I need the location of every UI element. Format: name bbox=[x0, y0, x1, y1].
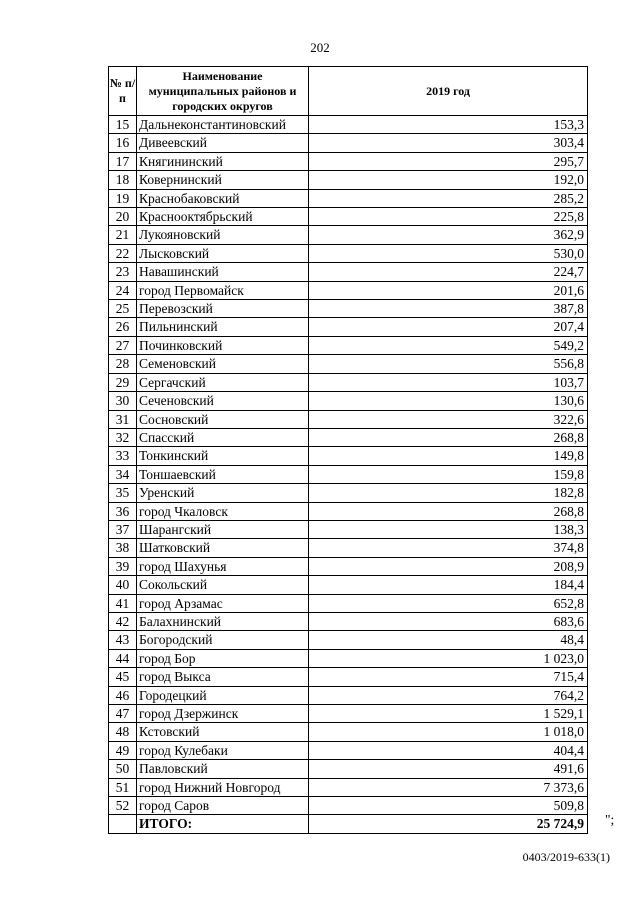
row-number: 28 bbox=[109, 355, 137, 373]
total-value: 25 724,9 bbox=[309, 815, 588, 833]
row-number: 41 bbox=[109, 594, 137, 612]
row-number: 45 bbox=[109, 668, 137, 686]
row-name: город Бор bbox=[137, 649, 309, 667]
table-row bbox=[109, 668, 588, 686]
row-value: 764,2 bbox=[309, 686, 588, 704]
row-number: 29 bbox=[109, 373, 137, 391]
row-number: 23 bbox=[109, 263, 137, 281]
table-row bbox=[109, 594, 588, 612]
table-row bbox=[109, 392, 588, 410]
row-name: Семеновский bbox=[137, 355, 309, 373]
row-number: 52 bbox=[109, 797, 137, 815]
row-name: Сергачский bbox=[137, 373, 309, 391]
row-number: 34 bbox=[109, 465, 137, 483]
total-number bbox=[109, 815, 137, 833]
row-name: город Выкса bbox=[137, 668, 309, 686]
row-name: Княгининский bbox=[137, 152, 309, 170]
row-value: 556,8 bbox=[309, 355, 588, 373]
row-name: город Кулебаки bbox=[137, 741, 309, 759]
row-name: Шатковский bbox=[137, 539, 309, 557]
table-row bbox=[109, 760, 588, 778]
row-number: 46 bbox=[109, 686, 137, 704]
row-number: 26 bbox=[109, 318, 137, 336]
row-value: 491,6 bbox=[309, 760, 588, 778]
row-value: 374,8 bbox=[309, 539, 588, 557]
row-value: 153,3 bbox=[309, 116, 588, 134]
table-row bbox=[109, 171, 588, 189]
row-name: Богородский bbox=[137, 631, 309, 649]
row-number: 43 bbox=[109, 631, 137, 649]
row-value: 683,6 bbox=[309, 612, 588, 630]
row-name: Ковернинский bbox=[137, 171, 309, 189]
header-num: № п/п bbox=[109, 67, 137, 116]
table-row bbox=[109, 502, 588, 520]
table-row bbox=[109, 705, 588, 723]
table-row bbox=[109, 797, 588, 815]
row-value: 182,8 bbox=[309, 484, 588, 502]
row-value: 652,8 bbox=[309, 594, 588, 612]
table-row bbox=[109, 649, 588, 667]
row-value: 48,4 bbox=[309, 631, 588, 649]
table-row bbox=[109, 741, 588, 759]
row-value: 1 529,1 bbox=[309, 705, 588, 723]
row-number: 47 bbox=[109, 705, 137, 723]
row-value: 208,9 bbox=[309, 557, 588, 575]
row-name: Лукояновский bbox=[137, 226, 309, 244]
row-number: 30 bbox=[109, 392, 137, 410]
table-row bbox=[109, 612, 588, 630]
row-number: 15 bbox=[109, 116, 137, 134]
row-value: 295,7 bbox=[309, 152, 588, 170]
row-number: 33 bbox=[109, 447, 137, 465]
row-name: Навашинский bbox=[137, 263, 309, 281]
total-row bbox=[109, 815, 588, 833]
row-value: 387,8 bbox=[309, 300, 588, 318]
row-name: Дивеевский bbox=[137, 134, 309, 152]
row-number: 27 bbox=[109, 336, 137, 354]
row-number: 50 bbox=[109, 760, 137, 778]
table-row bbox=[109, 318, 588, 336]
table-row bbox=[109, 281, 588, 299]
row-name: город Дзержинск bbox=[137, 705, 309, 723]
table-row bbox=[109, 520, 588, 538]
row-value: 549,2 bbox=[309, 336, 588, 354]
row-value: 138,3 bbox=[309, 520, 588, 538]
page-number: 202 bbox=[310, 40, 330, 55]
table-row bbox=[109, 465, 588, 483]
row-name: Краснобаковский bbox=[137, 189, 309, 207]
header-year: 2019 год bbox=[309, 67, 588, 116]
row-value: 7 373,6 bbox=[309, 778, 588, 796]
row-name: Балахнинский bbox=[137, 612, 309, 630]
row-name: город Первомайск bbox=[137, 281, 309, 299]
table-row bbox=[109, 263, 588, 281]
row-name: Спасский bbox=[137, 428, 309, 446]
row-number: 39 bbox=[109, 557, 137, 575]
total-label: ИТОГО: bbox=[137, 815, 309, 833]
row-value: 1 018,0 bbox=[309, 723, 588, 741]
row-number: 24 bbox=[109, 281, 137, 299]
row-value: 530,0 bbox=[309, 244, 588, 262]
table-row bbox=[109, 686, 588, 704]
row-name: Сосновский bbox=[137, 410, 309, 428]
row-number: 22 bbox=[109, 244, 137, 262]
table-row bbox=[109, 336, 588, 354]
row-number: 44 bbox=[109, 649, 137, 667]
row-name: город Шахунья bbox=[137, 557, 309, 575]
row-value: 322,6 bbox=[309, 410, 588, 428]
row-number: 40 bbox=[109, 576, 137, 594]
table-row bbox=[109, 447, 588, 465]
row-number: 31 bbox=[109, 410, 137, 428]
row-value: 285,2 bbox=[309, 189, 588, 207]
row-name: Шарангский bbox=[137, 520, 309, 538]
table-body bbox=[109, 116, 588, 834]
row-number: 42 bbox=[109, 612, 137, 630]
row-name: Сокольский bbox=[137, 576, 309, 594]
row-name: Пильнинский bbox=[137, 318, 309, 336]
row-number: 51 bbox=[109, 778, 137, 796]
row-value: 192,0 bbox=[309, 171, 588, 189]
table-row bbox=[109, 152, 588, 170]
row-value: 130,6 bbox=[309, 392, 588, 410]
row-value: 149,8 bbox=[309, 447, 588, 465]
row-value: 201,6 bbox=[309, 281, 588, 299]
header-name: Наименование муниципальных районов и городских округов bbox=[137, 67, 309, 116]
budget-table bbox=[108, 66, 588, 834]
row-value: 225,8 bbox=[309, 208, 588, 226]
table-row bbox=[109, 484, 588, 502]
row-name: Дальнеконстантиновский bbox=[137, 116, 309, 134]
table-header-row bbox=[109, 67, 588, 116]
row-name: Сеченовский bbox=[137, 392, 309, 410]
row-number: 32 bbox=[109, 428, 137, 446]
table-row bbox=[109, 355, 588, 373]
row-name: Перевозский bbox=[137, 300, 309, 318]
row-number: 25 bbox=[109, 300, 137, 318]
row-number: 20 bbox=[109, 208, 137, 226]
table-row bbox=[109, 189, 588, 207]
table-row bbox=[109, 778, 588, 796]
row-number: 21 bbox=[109, 226, 137, 244]
table-row bbox=[109, 539, 588, 557]
row-name: Павловский bbox=[137, 760, 309, 778]
row-name: Городецкий bbox=[137, 686, 309, 704]
row-value: 404,4 bbox=[309, 741, 588, 759]
row-value: 268,8 bbox=[309, 502, 588, 520]
table-row bbox=[109, 208, 588, 226]
row-value: 362,9 bbox=[309, 226, 588, 244]
table-row bbox=[109, 134, 588, 152]
row-value: 224,7 bbox=[309, 263, 588, 281]
row-name: Тонкинский bbox=[137, 447, 309, 465]
row-value: 159,8 bbox=[309, 465, 588, 483]
row-number: 17 bbox=[109, 152, 137, 170]
document-code: 0403/2019-633(1) bbox=[522, 850, 610, 864]
row-name: Уренский bbox=[137, 484, 309, 502]
row-name: город Саров bbox=[137, 797, 309, 815]
closing-mark: "; bbox=[605, 812, 615, 827]
table-row bbox=[109, 410, 588, 428]
row-value: 268,8 bbox=[309, 428, 588, 446]
table-row bbox=[109, 226, 588, 244]
row-number: 49 bbox=[109, 741, 137, 759]
row-value: 207,4 bbox=[309, 318, 588, 336]
row-value: 184,4 bbox=[309, 576, 588, 594]
table-row bbox=[109, 576, 588, 594]
table-row bbox=[109, 631, 588, 649]
row-value: 303,4 bbox=[309, 134, 588, 152]
row-number: 37 bbox=[109, 520, 137, 538]
row-value: 715,4 bbox=[309, 668, 588, 686]
row-name: Кстовский bbox=[137, 723, 309, 741]
row-value: 103,7 bbox=[309, 373, 588, 391]
table-row bbox=[109, 116, 588, 134]
table-row bbox=[109, 428, 588, 446]
row-number: 36 bbox=[109, 502, 137, 520]
table-row bbox=[109, 557, 588, 575]
row-name: город Чкаловск bbox=[137, 502, 309, 520]
row-number: 38 bbox=[109, 539, 137, 557]
row-name: город Нижний Новгород bbox=[137, 778, 309, 796]
row-name: город Арзамас bbox=[137, 594, 309, 612]
row-name: Лысковский bbox=[137, 244, 309, 262]
table-row bbox=[109, 723, 588, 741]
table-row bbox=[109, 373, 588, 391]
row-number: 35 bbox=[109, 484, 137, 502]
row-value: 1 023,0 bbox=[309, 649, 588, 667]
row-name: Тоншаевский bbox=[137, 465, 309, 483]
row-number: 48 bbox=[109, 723, 137, 741]
table-row bbox=[109, 244, 588, 262]
row-number: 19 bbox=[109, 189, 137, 207]
row-number: 18 bbox=[109, 171, 137, 189]
row-name: Краснооктябрьский bbox=[137, 208, 309, 226]
row-value: 509,8 bbox=[309, 797, 588, 815]
table-row bbox=[109, 300, 588, 318]
row-number: 16 bbox=[109, 134, 137, 152]
row-name: Починковский bbox=[137, 336, 309, 354]
